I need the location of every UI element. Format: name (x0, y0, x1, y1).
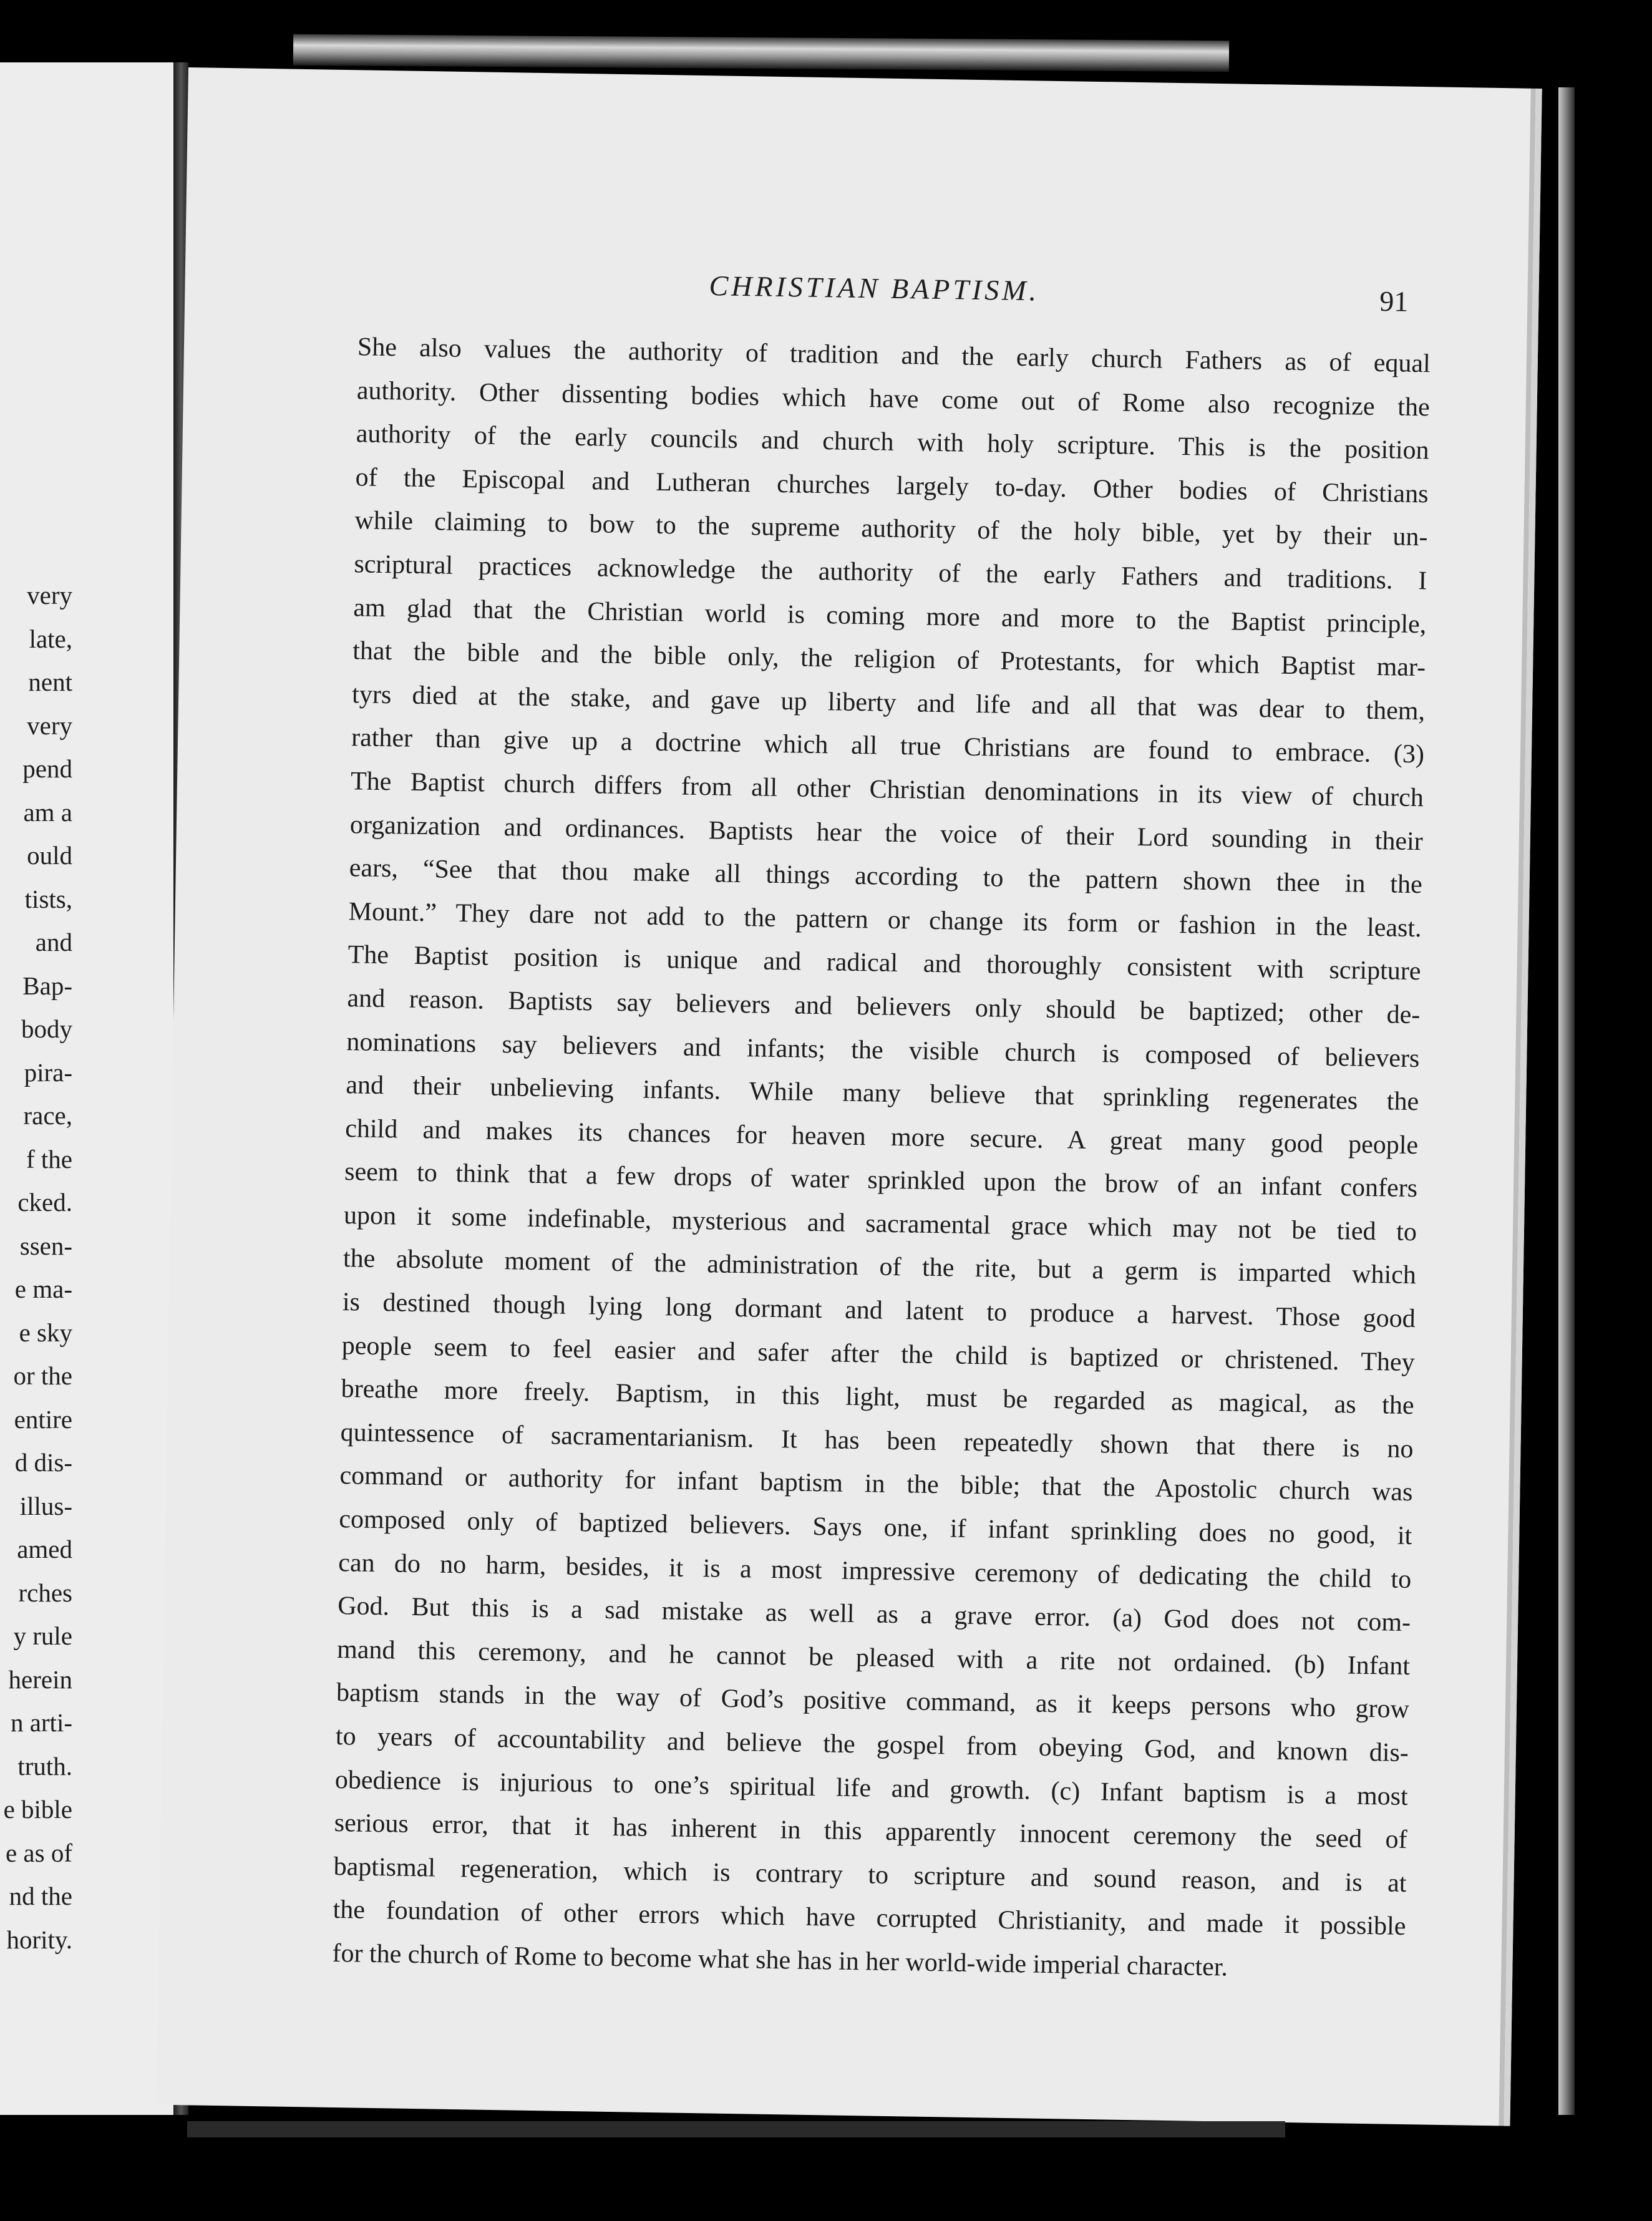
text-line: The Baptist position is unique and radical and thoroughly consistent with scripture (347, 940, 1421, 986)
text-line: of the Episcopal and Lutheran churches largely to-day. Other bodies of Christians (355, 463, 1429, 509)
text-line: the absolute moment of the administration of the rite, but a germ is imparted which (343, 1244, 1417, 1290)
facing-line: or the (13, 1361, 72, 1390)
facing-line: hority. (6, 1925, 72, 1954)
facing-line: d dis- (14, 1448, 72, 1477)
text-line: command or authority for infant baptism in the bible; that the Apostolic church was (339, 1461, 1413, 1507)
scan-bottom-edge (187, 2121, 1285, 2137)
text-line: seem to think that a few drops of water sprinkled upon the brow of an infant confers (344, 1157, 1418, 1203)
text-line: for the church of Rome to become what she has in her world-wide imperial character. (332, 1938, 1228, 1982)
facing-line: pira- (24, 1057, 72, 1087)
text-line: tyrs died at the stake, and gave up liberty and life and all that was dear to them, (351, 679, 1426, 726)
facing-line: nent (28, 668, 72, 696)
text-line: while claiming to bow to the supreme authority of the holy bible, yet by their un- (354, 506, 1428, 552)
facing-line: cked. (17, 1188, 72, 1217)
facing-line: and (35, 928, 72, 956)
facing-line: nd the (9, 1882, 72, 1910)
facing-line: herein (8, 1665, 72, 1694)
facing-line: very (27, 581, 72, 610)
facing-line: e as of (5, 1838, 72, 1867)
text-line: and their unbelieving infants. While many believe that sprinkling regenerates the (346, 1071, 1419, 1117)
facing-line: ssen- (19, 1231, 72, 1260)
text-line: baptismal regeneration, which is contrary to scripture and sound reason, and is at (333, 1852, 1407, 1898)
text-line: am glad that the Christian world is coming more and more to the Baptist principle, (353, 593, 1427, 639)
facing-line: late, (29, 624, 72, 653)
facing-line: n arti- (10, 1708, 72, 1737)
facing-line: illus- (19, 1491, 72, 1520)
text-line: mand this ceremony, and he cannot be pleased with a rite not ordained. (b) Infant (336, 1635, 1411, 1681)
text-line: God. But this is a sad mistake as well as a grave error. (a) God does not com- (337, 1592, 1411, 1638)
facing-line: very (27, 711, 72, 740)
facing-line: tists, (24, 884, 72, 913)
text-line: Mount.” They dare not add to the pattern or change its form or fashion in the least. (348, 897, 1422, 943)
text-line: baptism stands in the way of God’s positive command, as it keeps persons who grow (336, 1678, 1410, 1724)
running-head: CHRISTIAN BAPTISM. (709, 270, 1040, 307)
facing-page-text (0, 574, 72, 1961)
text-line: is destined though lying long dormant and latent to produce a harvest. Those good (342, 1288, 1416, 1334)
text-line: to years of accountability and believe the gospel from obeying God, and known dis- (335, 1722, 1409, 1768)
facing-line: e ma- (14, 1275, 72, 1303)
text-line: upon it some indefinable, mysterious and sacramental grace which may not be tied to (343, 1201, 1417, 1247)
facing-line: Bap- (22, 971, 72, 1000)
text-line: organization and ordinances. Baptists hear the voice of their Lord sounding in their (349, 810, 1424, 856)
facing-line: rches (18, 1578, 72, 1607)
text-line: rather than give up a doctrine which all true Christians are found to embrace. (3) (351, 723, 1425, 769)
text-line: that the bible and the bible only, the religion of Protestants, for which Baptist mar- (352, 636, 1426, 683)
facing-line: e bible (3, 1795, 72, 1824)
text-line: The Baptist church differs from all other Christian denominations in its view of church (350, 767, 1424, 813)
text-line: ears, “See that thou make all things according to the pattern shown thee in the (349, 853, 1423, 900)
facing-page (0, 62, 175, 2115)
scan-top-edge (293, 34, 1229, 72)
facing-line: race, (23, 1101, 72, 1130)
book-page (157, 67, 1542, 2126)
facing-line: y rule (13, 1621, 72, 1650)
text-line: quintessence of sacramentarianism. It has been repeatedly shown that there is no (340, 1417, 1414, 1464)
facing-line: entire (14, 1404, 72, 1434)
facing-line: f the (26, 1144, 72, 1174)
text-line: scriptural practices acknowledge the authority of the early Fathers and traditions. I (354, 550, 1427, 596)
facing-line: pend (22, 754, 72, 783)
page-edge (1558, 87, 1575, 2115)
text-line: child and makes its chances for heaven more secure. A great many good people (344, 1114, 1419, 1160)
text-line: serious error, that it has inherent in this apparently innocent ceremony the seed of (334, 1809, 1407, 1855)
body-text (332, 326, 1431, 1992)
facing-line: ould (27, 841, 72, 870)
page-number: 91 (1379, 285, 1409, 318)
text-line: composed only of baptized believers. Says one, if infant sprinkling does no good, it (339, 1505, 1412, 1551)
text-line: obedience is injurious to one’s spiritual life and growth. (c) Infant baptism is a most (334, 1765, 1409, 1811)
text-line: She also values the authority of tradition and the early church Fathers as of equal (357, 333, 1431, 379)
text-line: the foundation of other errors which have corrupted Christianity, and made it possible (333, 1895, 1406, 1942)
facing-line: body (21, 1014, 72, 1043)
text-line: authority of the early councils and church with holy scripture. This is the position (356, 419, 1429, 465)
text-line: authority. Other dissenting bodies which have come out of Rome also recognize the (356, 376, 1431, 422)
facing-line: am a (23, 797, 72, 827)
text-line: people seem to feel easier and safer after the child is baptized or christened. They (341, 1331, 1415, 1377)
facing-line: e sky (19, 1318, 72, 1347)
text-line: nominations say believers and infants; the visible church is composed of believers (346, 1027, 1420, 1073)
text-line: and reason. Baptists say believers and believers only should be baptized; other de- (347, 984, 1421, 1030)
text-line: breathe more freely. Baptism, in this light, must be regarded as magical, as the (341, 1374, 1414, 1421)
facing-line: amed (17, 1535, 72, 1563)
text-line: can do no harm, besides, it is a most impressive ceremony of dedicating the child to (338, 1548, 1412, 1594)
facing-line: truth. (17, 1751, 72, 1781)
